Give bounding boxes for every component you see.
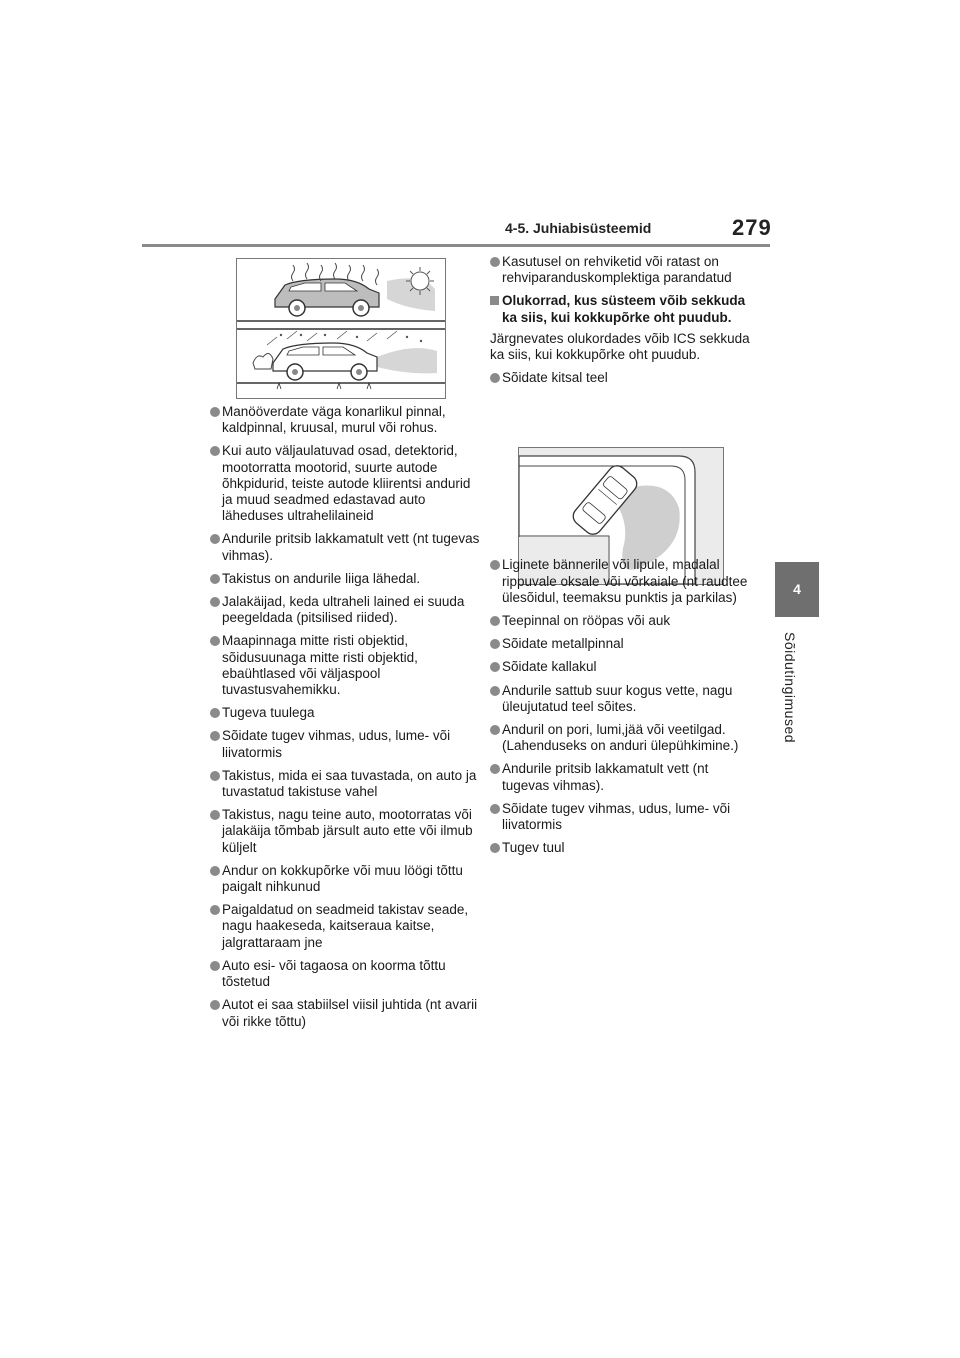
list-item: Auto esi- või tagaosa on koorma tõttu tõstetud	[210, 958, 480, 990]
list-item: Tugeva tuulega	[210, 705, 480, 721]
bullet-dot-icon	[210, 810, 220, 820]
bullet-dot-icon	[490, 639, 500, 649]
bullet-dot-icon	[490, 257, 500, 267]
bullet-dot-icon	[490, 764, 500, 774]
chapter-tab-number: 4	[793, 581, 801, 597]
list-item: Takistus, mida ei saa tuvastada, on auto ja tuvastatud takistuse vahel	[210, 768, 480, 800]
list-item: Takistus, nagu teine auto, mootorratas või jalakäija tõmbab järsult auto ette või ilmub küljelt	[210, 807, 480, 856]
bullet-dot-icon	[210, 597, 220, 607]
bullet-dot-icon	[210, 636, 220, 646]
bullet-dot-icon	[210, 1000, 220, 1010]
header-divider	[142, 244, 770, 247]
bullet-dot-icon	[210, 446, 220, 456]
left-column	[210, 404, 480, 1037]
list-item: Tugev tuul	[490, 840, 750, 856]
list-item: Anduril on pori, lumi,jää või veetilgad. (Lahenduseks on anduri ülepühkimine.)	[490, 722, 750, 754]
bullet-dot-icon	[210, 905, 220, 915]
list-item: Sõidate kitsal teel	[490, 370, 750, 386]
bullet-dot-icon	[210, 731, 220, 741]
list-item: Maapinnaga mitte risti objektid, sõidusuunaga mitte risti objektid, ebaühtlased või väljaspool tuvastusvahemikku.	[210, 633, 480, 698]
intro-paragraph: Järgnevates olukordades võib ICS sekkuda ka siis, kui kokkupõrke oht puudub.	[490, 330, 750, 363]
square-bullet-icon	[490, 296, 499, 305]
list-item: Teepinnal on rööpas või auk	[490, 613, 750, 629]
bullet-dot-icon	[490, 686, 500, 696]
list-item: Jalakäijad, keda ultraheli lained ei suuda peegeldada (pitsilised riided).	[210, 594, 480, 626]
list-item: Paigaldatud on seadmeid takistav seade, nagu haakeseda, kaitseraua kaitse, jalgrattaraam jne	[210, 902, 480, 951]
bullet-dot-icon	[490, 843, 500, 853]
list-item: Sõidate kallakul	[490, 659, 750, 675]
chapter-side-label: Sõidutingimused	[782, 632, 798, 744]
list-item: Manööverdate väga konarlikul pinnal, kaldpinnal, kruusal, murul või rohus.	[210, 404, 480, 436]
bullet-dot-icon	[210, 574, 220, 584]
list-item: Liginete bännerile või lipule, madalal rippuvale oksale või võrkaiale (nt raudtee ülesõidul, teemaksu punktis ja parkilas)	[490, 557, 750, 606]
list-item: Andur on kokkupõrke või muu löögi tõttu paigalt nihkunud	[210, 863, 480, 895]
list-item: Kui auto väljaulatuvad osad, detektorid, mootorratta mootorid, suurte autode õhkpidurid, teiste autode kliirentsi andurid ja muud seadmed edastavad auto läheduses ultrahelilaineid	[210, 443, 480, 524]
bullet-dot-icon	[490, 662, 500, 672]
chapter-tab	[775, 562, 819, 617]
figure-spacer	[490, 393, 750, 557]
bullet-dot-icon	[490, 373, 500, 383]
list-item: Sõidate metallpinnal	[490, 636, 750, 652]
list-item: Sõidate tugev vihmas, udus, lume- või liivatormis	[490, 801, 750, 833]
bullet-dot-icon	[210, 534, 220, 544]
section-title: 4-5. Juhiabisüsteemid	[505, 220, 652, 236]
list-item: Autot ei saa stabiilsel viisil juhtida (nt avarii või rikke tõttu)	[210, 997, 480, 1029]
list-item: Andurile pritsib lakkamatult vett (nt tugevas vihmas).	[490, 761, 750, 793]
car-sensor-weather-illustration	[237, 259, 445, 398]
bullet-dot-icon	[210, 407, 220, 417]
bullet-dot-icon	[210, 866, 220, 876]
list-item: Sõidate tugev vihmas, udus, lume- või liivatormis	[210, 728, 480, 760]
list-item: Andurile sattub suur kogus vette, nagu üleujutatud teel sõites.	[490, 683, 750, 715]
subheading: Olukorrad, kus süsteem võib sekkuda ka siis, kui kokkupõrke oht puudub.	[490, 293, 750, 325]
bullet-dot-icon	[210, 771, 220, 781]
page-number: 279	[732, 215, 772, 240]
list-item: Takistus on andurile liiga lähedal.	[210, 571, 480, 587]
bullet-dot-icon	[490, 725, 500, 735]
bullet-dot-icon	[490, 560, 500, 570]
figure-sensor-conditions	[236, 258, 446, 399]
bullet-dot-icon	[490, 616, 500, 626]
bullet-dot-icon	[210, 961, 220, 971]
bullet-dot-icon	[210, 708, 220, 718]
right-column	[490, 254, 750, 863]
list-item: Kasutusel on rehviketid või ratast on rehviparanduskomplektiga parandatud	[490, 254, 750, 286]
list-item: Andurile pritsib lakkamatult vett (nt tugevas vihmas).	[210, 531, 480, 563]
bullet-dot-icon	[490, 804, 500, 814]
